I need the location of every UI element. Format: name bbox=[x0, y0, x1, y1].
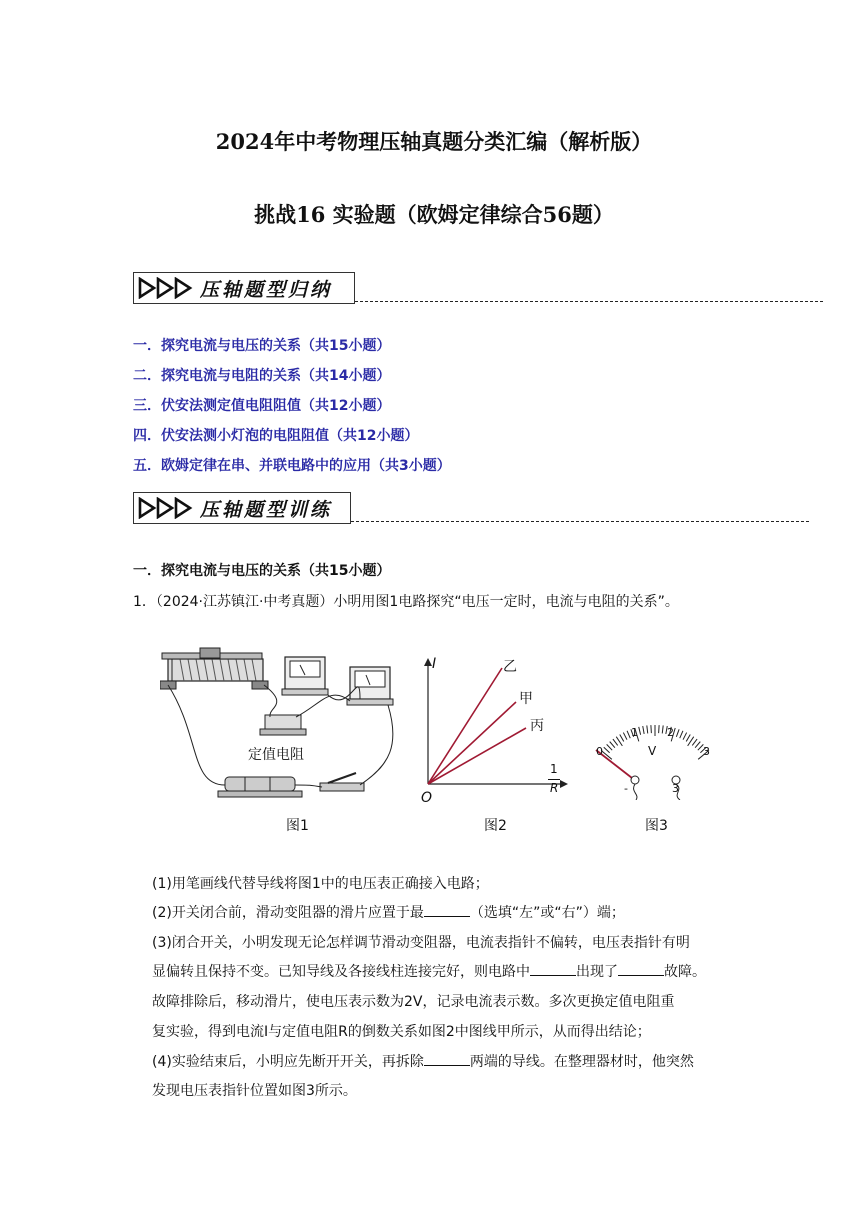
part-2-text-a: (2)开关闭合前，滑动变阻器的滑片应置于最 bbox=[152, 905, 424, 921]
terminal-3: 3 bbox=[672, 782, 679, 795]
page-subtitle: 挑战16 实验题（欧姆定律综合56题） bbox=[254, 202, 614, 227]
dial-tick-mark bbox=[643, 726, 644, 734]
axis-y-label: I bbox=[432, 656, 437, 672]
line-bing bbox=[428, 728, 526, 784]
banner-divider bbox=[351, 521, 809, 522]
dial-unit: V bbox=[648, 744, 657, 758]
dial-tick-mark bbox=[639, 727, 641, 735]
series-label-yi: 乙 bbox=[503, 659, 517, 675]
part-4-line-2: 发现电压表指针位置如图3所示。 bbox=[152, 1083, 357, 1099]
answer-blank-3[interactable] bbox=[618, 963, 664, 976]
part-3-text-c: 故障。 bbox=[664, 964, 706, 980]
axis-x-fraction-bar bbox=[548, 779, 560, 780]
series-label-jia: 甲 bbox=[519, 691, 533, 707]
dial-tick-mark bbox=[686, 735, 690, 742]
dial-tick-mark bbox=[695, 742, 700, 748]
dial-tick-1: 1 bbox=[631, 726, 638, 739]
figure-2-graph bbox=[412, 650, 572, 810]
part-3-line-2 bbox=[152, 961, 706, 981]
part-2 bbox=[152, 902, 625, 922]
triple-arrow-icon bbox=[138, 497, 194, 519]
dial-tick-mark bbox=[676, 729, 679, 737]
part-4-line-1 bbox=[152, 1051, 694, 1071]
banner-summary-text: 压轴题型归纳 bbox=[200, 278, 333, 301]
banner-divider bbox=[355, 301, 823, 302]
dial-tick-mark bbox=[623, 733, 627, 740]
section-heading: 一．探究电流与电压的关系（共15小题） bbox=[133, 563, 391, 579]
part-1: (1)用笔画线代替导线将图1中的电压表正确接入电路； bbox=[152, 876, 489, 892]
part-4-text-b: 两端的导线。在整理器材时，他突然 bbox=[469, 1054, 694, 1070]
part-3-line-1: (3)闭合开关，小明发现无论怎样调节滑动变阻器，电流表指针不偏转，电压表指针有明 bbox=[152, 935, 690, 951]
figure-3-caption: 图3 bbox=[645, 818, 668, 834]
dial-tick-mark bbox=[662, 725, 663, 733]
answer-blank-1[interactable] bbox=[424, 904, 470, 917]
figure-1-circuit bbox=[160, 645, 410, 805]
part-3-text-b: 出现了 bbox=[576, 964, 618, 980]
dial-tick-mark bbox=[613, 739, 618, 745]
dial-tick-mark bbox=[604, 747, 610, 752]
figure-2-caption: 图2 bbox=[484, 818, 507, 834]
axis-x-denominator: R bbox=[550, 781, 559, 795]
terminal-negative: - bbox=[624, 782, 628, 795]
answer-blank-2[interactable] bbox=[530, 963, 576, 976]
origin-label: O bbox=[421, 790, 433, 806]
series-label-bing: 丙 bbox=[530, 718, 544, 734]
question-intro: 1．（2024·江苏镇江·中考真题）小明用图1电路探究“电压一定时，电流与电阻的关系”。 bbox=[133, 594, 679, 610]
dial-tick-mark bbox=[647, 725, 648, 733]
toc-item-2[interactable]: 二．探究电流与电阻的关系（共14小题） bbox=[133, 368, 391, 384]
part-4-text-a: (4)实验结束后，小明应先断开开关，再拆除 bbox=[152, 1054, 424, 1070]
dial-tick-2: 2 bbox=[667, 726, 674, 739]
figure-1-label: 定值电阻 bbox=[248, 747, 304, 763]
dial-tick-mark bbox=[692, 739, 697, 745]
page-title: 2024年中考物理压轴真题分类汇编（解析版） bbox=[215, 129, 653, 154]
figure-1-caption: 图1 bbox=[286, 818, 309, 834]
dial-tick-mark bbox=[627, 731, 630, 738]
part-3-line-4: 复实验，得到电流I与定值电阻R的倒数关系如图2中图线甲所示，从而得出结论； bbox=[152, 1024, 651, 1040]
part-3-text-a: 显偏转且保持不变。已知导线及各接线柱连接完好，则电路中 bbox=[152, 964, 530, 980]
dial-tick-mark bbox=[680, 731, 683, 738]
dial-tick-mark bbox=[683, 733, 687, 740]
dial-tick-0: 0 bbox=[596, 745, 603, 758]
dial-tick-mark bbox=[607, 744, 613, 750]
answer-blank-4[interactable] bbox=[424, 1053, 470, 1066]
triple-arrow-icon bbox=[138, 277, 194, 299]
banner-training-text: 压轴题型训练 bbox=[200, 498, 333, 521]
banner-summary bbox=[133, 272, 823, 306]
dial-tick-3: 3 bbox=[703, 745, 710, 758]
part-2-text-b: （选填“左”或“右”）端； bbox=[469, 905, 625, 921]
toc-item-1[interactable]: 一．探究电流与电压的关系（共15小题） bbox=[133, 338, 391, 354]
axis-x-numerator: 1 bbox=[550, 762, 558, 776]
toc-item-4[interactable]: 四．伏安法测小灯泡的电阻阻值（共12小题） bbox=[133, 428, 419, 444]
banner-training bbox=[133, 492, 809, 526]
toc-item-5[interactable]: 五．欧姆定律在串、并联电路中的应用（共3小题） bbox=[133, 458, 451, 474]
dial-tick-mark bbox=[620, 735, 624, 742]
part-3-line-3: 故障排除后，移动滑片，使电压表示数为2V，记录电流表示数。多次更换定值电阻重 bbox=[152, 994, 675, 1010]
toc-item-3[interactable]: 三．伏安法测定值电阻阻值（共12小题） bbox=[133, 398, 391, 414]
dial-tick-mark bbox=[610, 742, 615, 748]
